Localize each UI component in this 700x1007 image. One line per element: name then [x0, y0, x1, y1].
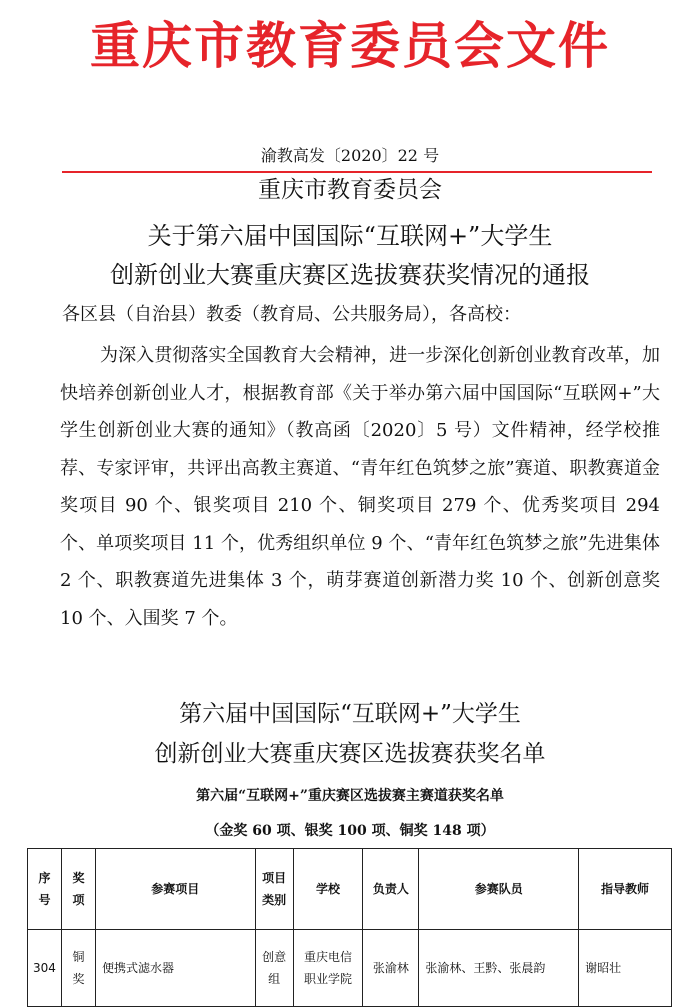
- award-list-title-line-2: 创新创业大赛重庆赛区选拔赛获奖名单: [154, 741, 546, 767]
- cell-advisor: 谢昭壮: [579, 930, 672, 1007]
- table-subtitle: （金奖 60 项、银奖 100 项、铜奖 148 项）: [205, 823, 495, 839]
- header-members: 参赛队员: [419, 849, 579, 930]
- award-list-title-line-1: 第六届中国国际“互联网+”大学生: [179, 701, 521, 727]
- header-no: 序 号: [28, 849, 62, 930]
- header-school: 学校: [293, 849, 363, 930]
- header-category: 项目 类别: [255, 849, 293, 930]
- salutation: 各区县（自治县）教委（教育局、公共服务局），各高校：: [62, 304, 521, 325]
- table-header-row: [28, 849, 672, 930]
- cell-no: 304: [28, 930, 62, 1007]
- header-award: 奖 项: [61, 849, 95, 930]
- notice-title-line-2: 创新创业大赛重庆赛区选拔赛获奖情况的通报: [110, 261, 590, 289]
- header-leader: 负责人: [363, 849, 419, 930]
- issuer-title: 重庆市教育委员会: [258, 177, 442, 203]
- cell-members: 张渝林、王黔、张晨韵: [419, 930, 579, 1007]
- cell-school: 重庆电信 职业学院: [293, 930, 363, 1007]
- notice-title-line-1: 关于第六届中国国际“互联网+”大学生: [147, 222, 553, 250]
- document-number: 渝教高发〔2020〕22 号: [260, 146, 440, 165]
- table-row: [28, 930, 672, 1007]
- red-divider-line: [62, 171, 652, 173]
- notice-body-paragraph: 为深入贯彻落实全国教育大会精神，进一步深化创新创业教育改革，加快培养创新创业人才，根据教育部《关于举办第六届中国国际“互联网+”大学生创新创业大赛的通知》（教高函〔2020〕5 号）文件精神，经学校推荐、专家评审，共评出高教主赛道、“青年红色筑梦之旅”赛道、职教赛道金奖项目 90 个、银奖项目 210 个、铜奖项目 279 个、优秀奖项目 294 个、单项奖项目 11 个，优秀组织单位 9 个、“青年红色筑梦之旅”先进集体 2 个、职教赛道先进集体 3 个，萌芽赛道创新潜力奖 10 个、创新创意奖 10 个、入围奖 7 个。: [60, 345, 660, 629]
- table-title: 第六届“互联网+”重庆赛区选拔赛主赛道获奖名单: [196, 788, 504, 804]
- cell-leader: 张渝林: [363, 930, 419, 1007]
- awards-table: [27, 848, 672, 1007]
- document-header-title: 重庆市教育委员会文件: [90, 17, 610, 75]
- cell-category: 创意 组: [255, 930, 293, 1007]
- cell-award: 铜 奖: [61, 930, 95, 1007]
- cell-project: 便携式滤水器: [95, 930, 255, 1007]
- header-project: 参赛项目: [95, 849, 255, 930]
- header-advisor: 指导教师: [579, 849, 672, 930]
